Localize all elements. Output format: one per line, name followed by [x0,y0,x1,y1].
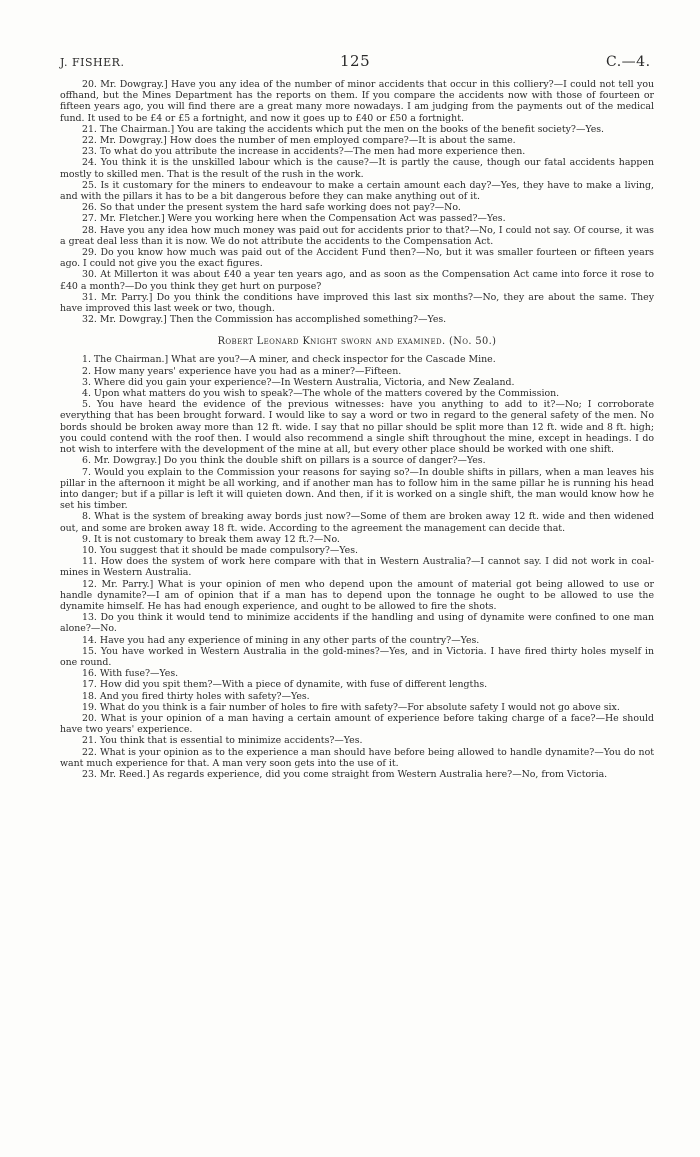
paragraph: 31. Mr. Parry.] Do you think the conditions have improved this last six months?—No, they are about the same. They have improved this last week or two, though. [60,291,654,315]
paragraph: 29. Do you know how much was paid out of the Accident Fund then?—No, but it was smaller fourteen or fifteen years ago. I could not give you the exact figures. [60,247,654,270]
witness-heading: Robert Leonard Knight sworn and examined. (No. 50.) [217,336,497,348]
paragraph: 23. To what do you attribute the increase in accidents?—The men had more experience then. [82,146,526,158]
paragraph: 7. Would you explain to the Commission your reasons for saying so?—In double shifts in pillars, when a man leaves his pillar in the afternoon it might be all working, and if another man has to follow him in the same pillar he is running his head into danger; but if a pillar is left it will quieten down. And then, if it is worked on a single shift, the man would know how he set his timber. [60,466,654,512]
page-number: 125 [340,52,371,70]
paragraph: 20. What is your opinion of a man having a certain amount of experience before taking charge of a face?—He should have two years' experience. [60,712,654,736]
paragraph: 8. What is the system of breaking away bords just now?—Some of them are broken away 12 ft. wide and then widened out, and some are broken away 18 ft. wide. According to the agreement the management can decide that. [60,511,654,534]
paragraph: 19. What do you think is a fair number of holes to fire with safety?—For absolute safety I would not go above six. [82,701,620,713]
paragraph: 18. And you fired thirty holes with safety?—Yes. [82,690,310,702]
paragraph: 22. What is your opinion as to the experience a man should have before being allowed to handle dynamite?—You do not want much experience for that. A man very soon gets into the use of it. [60,746,654,769]
paragraph: 9. It is not customary to break them away 12 ft.?—No. [82,533,340,545]
paragraph: 3. Where did you gain your experience?—In Western Australia, Victoria, and New Zealand. [82,376,515,388]
paragraph: 5. You have heard the evidence of the previous witnesses: have you anything to add to it?—No; I corroborate everything that has been brought forward. I would like to say a word or two in regard to the general safety of the men. No bords should be broken away more than 12 ft. wide. I say that no pillar should be split more than 12 ft. wide and 8 ft. high; you could contend with the roof then. I would also recommend a single shift throughout the mine, except in headings. I do not wish to interfere with the development of the mine at all, but every other place should be worked with one shift. [60,399,654,456]
paragraph: 15. You have worked in Western Australia in the gold-mines?—Yes, and in Victoria. I have fired thirty holes myself in one round. [60,645,654,668]
testimony-section-knight [60,354,654,780]
paragraph: 11. How does the system of work here compare with that in Western Australia?—I cannot say. I did not work in coal-mines in Western Australia. [60,556,654,579]
paragraph: 6. Mr. Dowgray.] Do you think the double shift on pillars is a source of danger?—Yes. [82,455,486,467]
paragraph: 1. The Chairman.] What are you?—A miner, and check inspector for the Cascade Mine. [82,354,496,366]
paragraph: 17. How did you spit them?—With a piece of dynamite, with fuse of different lengths. [82,679,488,691]
running-head-witness: J. FISHER. [60,56,125,69]
paragraph: 24. You think it is the unskilled labour which is the cause?—It is partly the cause, though our fatal accidents happen mostly to skilled men. That is the result of the rush in the work. [60,157,654,180]
testimony-section-fisher [60,79,654,325]
paragraph: 21. The Chairman.] You are taking the accidents which put the men on the books of the benefit society?—Yes. [82,123,605,135]
paragraph: 13. Do you think it would tend to minimize accidents if the handling and using of dynamite were confined to one man alone?—No. [60,612,654,635]
paragraph: 28. Have you any idea how much money was paid out for accidents prior to that?—No, I could not say. Of course, it was a great deal less than it is now. We do not attribute the accidents to the Compensation Act. [60,224,654,247]
document-reference: C.—4. [606,54,651,70]
paragraph: 12. Mr. Parry.] What is your opinion of men who depend upon the amount of material got being allowed to use or handle dynamite?—I am of opinion that if a man has to depend upon the tonnage he ought to be allowed to use the dynamite himself. He has had enough experience, and ought to be allowed to fire the shots. [60,578,654,612]
paragraph: 32. Mr. Dowgray.] Then the Commission has accomplished something?—Yes. [82,314,447,326]
paragraph: 27. Mr. Fletcher.] Were you working here when the Compensation Act was passed?—Yes. [82,213,506,225]
paragraph: 10. You suggest that it should be made compulsory?—Yes. [82,544,358,556]
paragraph: 30. At Millerton it was about £40 a year ten years ago, and as soon as the Compensation Act came into force it rose to £40 a month?—Do you think they get hurt on purpose? [60,269,654,292]
paragraph: 20. Mr. Dowgray.] Have you any idea of the number of minor accidents that occur in this colliery?—I could not tell you offhand, but the Mines Department has the reports on them. If you compare the accidents now with those of fourteen or fifteen years ago, you will find there are a great many more nowadays. I am judging from the payments out of the medical fund. It used to be £4 or £5 a fortnight, and now it goes up to £40 or £50 a fortnight. [60,79,654,124]
paragraph: 23. Mr. Reed.] As regards experience, did you come straight from Western Australia here?—No, from Victoria. [82,768,608,780]
paragraph: 4. Upon what matters do you wish to speak?—The whole of the matters covered by the Commission. [82,388,560,400]
paragraph: 22. Mr. Dowgray.] How does the number of men employed compare?—It is about the same. [82,135,516,147]
paragraph: 14. Have you had any experience of mining in any other parts of the country?—Yes. [82,634,480,646]
paragraph: 25. Is it customary for the miners to endeavour to make a certain amount each day?—Yes, they have to make a living, and with the pillars it has to be a bit dangerous before they can make anything out of it. [60,179,654,203]
paragraph: 2. How many years' experience have you had as a miner?—Fifteen. [82,365,402,377]
document-body [60,79,654,780]
paragraph: 26. So that under the present system the hard safe working does not pay?—No. [82,202,461,214]
paragraph: 21. You think that is essential to minimize accidents?—Yes. [82,735,363,747]
paragraph: 16. With fuse?—Yes. [82,668,179,680]
